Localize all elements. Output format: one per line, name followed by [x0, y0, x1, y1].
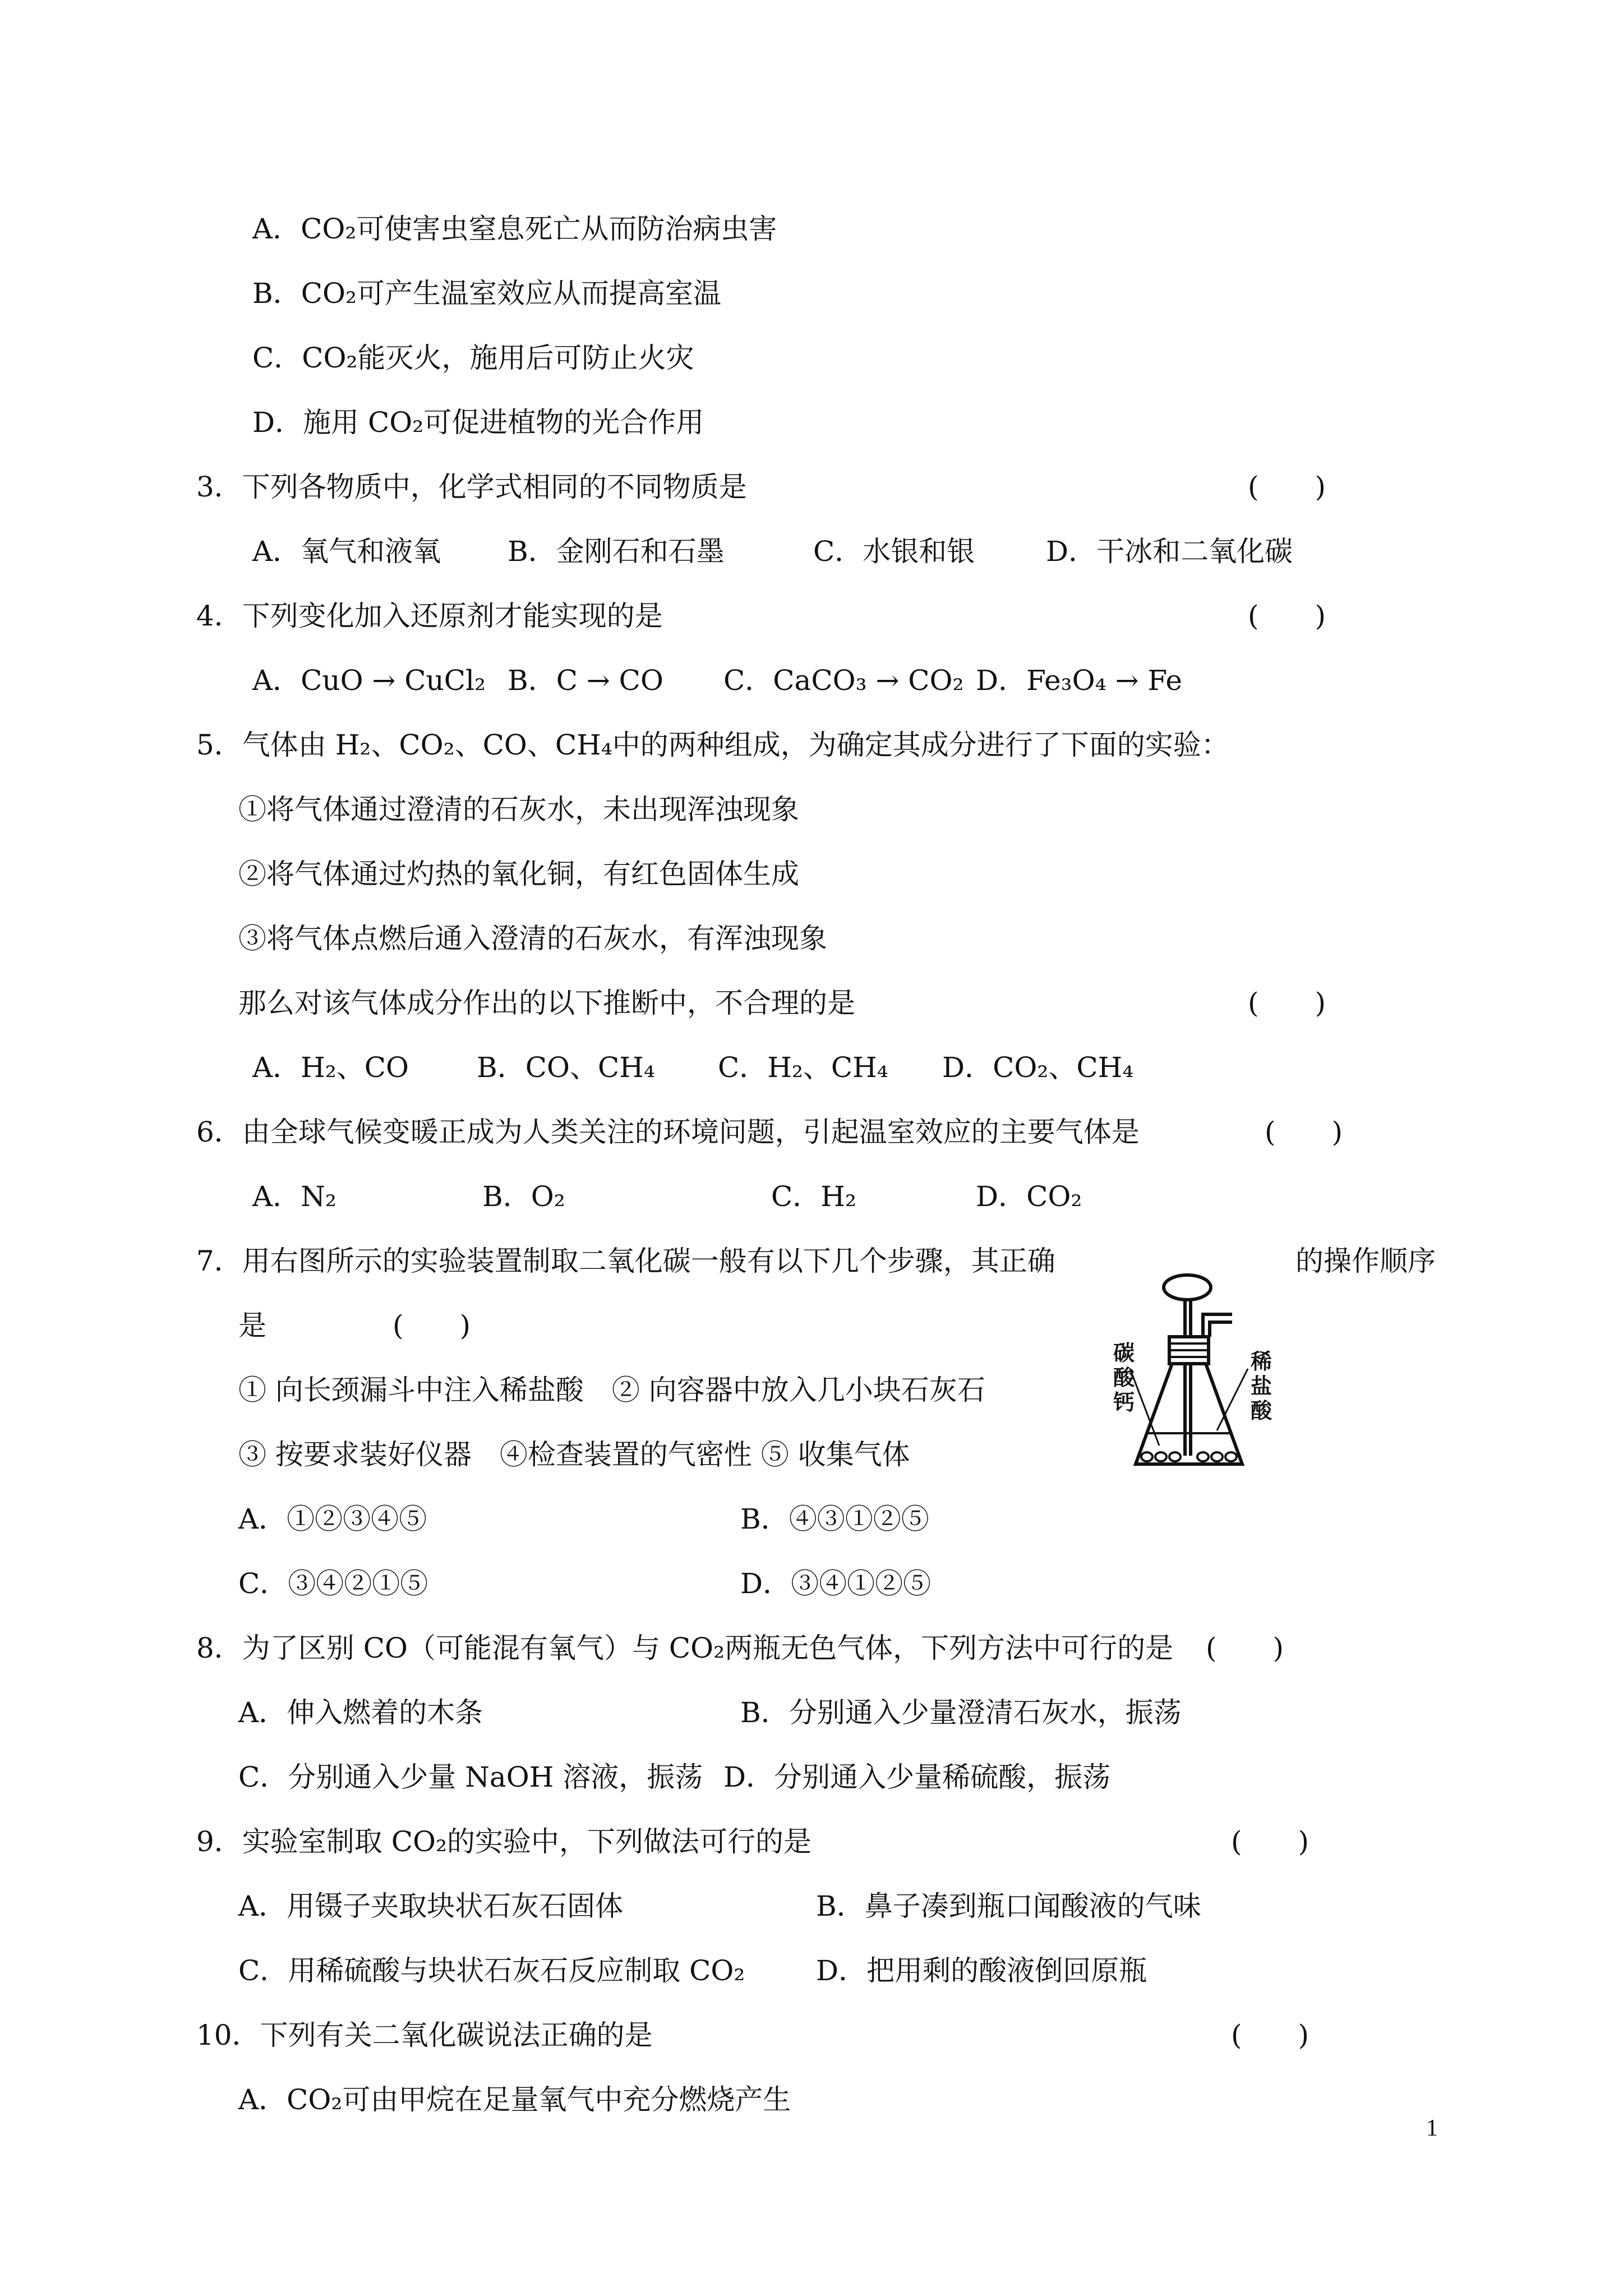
- q6-option-b: B．O₂: [482, 1180, 565, 1213]
- q5-option-b: B．CO、CH₄: [477, 1051, 655, 1084]
- q8-option-a: A．伸入燃着的木条: [238, 1696, 483, 1729]
- q5-step-3: ③将气体点燃后通入澄清的石灰水，有浑浊现象: [238, 922, 827, 955]
- q2-option-d: D．施用 CO₂可促进植物的光合作用: [252, 406, 704, 439]
- q5-question: 那么对该气体成分作出的以下推断中，不合理的是: [238, 987, 855, 1019]
- q8-option-b: B．分别通入少量澄清石灰水，振荡: [740, 1696, 1182, 1729]
- q8-answer-paren: ( ): [1206, 1632, 1284, 1664]
- figure-label-dilute-hcl: 稀盐酸: [1251, 1349, 1272, 1423]
- q6-stem: 6．由全球气候变暖正成为人类关注的环境问题，引起温室效应的主要气体是: [196, 1116, 1140, 1148]
- q2-option-a: A．CO₂可使害虫窒息死亡从而防治病虫害: [252, 213, 777, 245]
- q8-option-c: C．分别通入少量 NaOH 溶液，振荡: [238, 1761, 703, 1793]
- q6-answer-paren: ( ): [1265, 1116, 1343, 1148]
- q2-option-b: B．CO₂可产生温室效应从而提高室温: [252, 277, 722, 310]
- q3-option-a: A．氧气和液氧: [252, 535, 441, 568]
- q3-answer-paren: ( ): [1248, 471, 1326, 503]
- q3-option-c: C．水银和银: [813, 535, 975, 568]
- q4-option-d: D．Fe₃O₄ → Fe: [976, 664, 1182, 697]
- q2-option-c: C．CO₂能灭火，施用后可防止火灾: [252, 342, 694, 374]
- q7-option-d: D．③④①②⑤: [740, 1567, 932, 1600]
- q6-option-d: D．CO₂: [976, 1180, 1082, 1213]
- q7-stem-part2: 的操作顺序: [1295, 1245, 1436, 1277]
- q9-option-a: A．用镊子夹取块状石灰石固体: [238, 1890, 624, 1922]
- q7-steps-line-1: ① 向长颈漏斗中注入稀盐酸 ② 向容器中放入几小块石灰石: [238, 1374, 985, 1406]
- q7-option-b: B．④③①②⑤: [740, 1503, 929, 1535]
- q7-steps-line-2: ③ 按要求装好仪器 ④检查装置的气密性 ⑤ 收集气体: [238, 1438, 910, 1471]
- q9-answer-paren: ( ): [1231, 1825, 1310, 1858]
- q7-stem-part3: 是: [238, 1309, 266, 1342]
- q3-option-d: D．干冰和二氧化碳: [1046, 535, 1293, 568]
- q5-option-a: A．H₂、CO: [252, 1051, 409, 1084]
- q8-option-d: D．分别通入少量稀硫酸，振荡: [723, 1761, 1111, 1793]
- q9-option-d: D．把用剩的酸液倒回原瓶: [816, 1954, 1147, 1987]
- q6-option-c: C．H₂: [771, 1180, 856, 1213]
- q4-stem: 4．下列变化加入还原剂才能实现的是: [196, 600, 663, 632]
- q5-option-c: C．H₂、CH₄: [718, 1051, 888, 1084]
- q3-option-b: B．金刚石和石墨: [508, 535, 725, 568]
- q9-option-c: C．用稀硫酸与块状石灰石反应制取 CO₂: [238, 1954, 745, 1987]
- q4-answer-paren: ( ): [1248, 600, 1326, 632]
- q4-option-c: C．CaCO₃ → CO₂: [723, 664, 964, 697]
- q6-option-a: A．N₂: [252, 1180, 336, 1213]
- q5-step-2: ②将气体通过灼热的氧化铜，有红色固体生成: [238, 858, 799, 890]
- figure-label-calcium-carbonate: 碳酸钙: [1113, 1341, 1135, 1415]
- q7-option-a: A．①②③④⑤: [238, 1503, 427, 1535]
- q4-option-a: A．CuO → CuCl₂: [252, 664, 486, 697]
- q9-stem: 9．实验室制取 CO₂的实验中，下列做法可行的是: [196, 1825, 811, 1858]
- q10-option-a: A．CO₂可由甲烷在足量氧气中充分燃烧产生: [238, 2083, 791, 2116]
- q3-stem: 3．下列各物质中，化学式相同的不同物质是: [196, 471, 747, 503]
- q10-answer-paren: ( ): [1231, 2019, 1310, 2051]
- q7-option-c: C．③④②①⑤: [238, 1567, 428, 1600]
- q10-stem: 10．下列有关二氧化碳说法正确的是: [196, 2019, 653, 2051]
- q5-stem: 5．气体由 H₂、CO₂、CO、CH₄中的两种组成，为确定其成分进行了下面的实验：: [196, 729, 1229, 761]
- q4-option-b: B．C → CO: [508, 664, 663, 697]
- q7-stem-part1: 7．用右图所示的实验装置制取二氧化碳一般有以下几个步骤，其正确: [196, 1245, 1055, 1277]
- q9-option-b: B．鼻子凑到瓶口闻酸液的气味: [816, 1890, 1201, 1922]
- q7-answer-paren: ( ): [393, 1309, 471, 1342]
- q5-step-1: ①将气体通过澄清的石灰水，未出现浑浊现象: [238, 793, 799, 826]
- page-number: 1: [1426, 2115, 1438, 2141]
- q5-option-d: D．CO₂、CH₄: [942, 1051, 1134, 1084]
- q8-stem: 8．为了区别 CO（可能混有氧气）与 CO₂两瓶无色气体，下列方法中可行的是: [196, 1632, 1174, 1664]
- q5-answer-paren: ( ): [1248, 987, 1326, 1019]
